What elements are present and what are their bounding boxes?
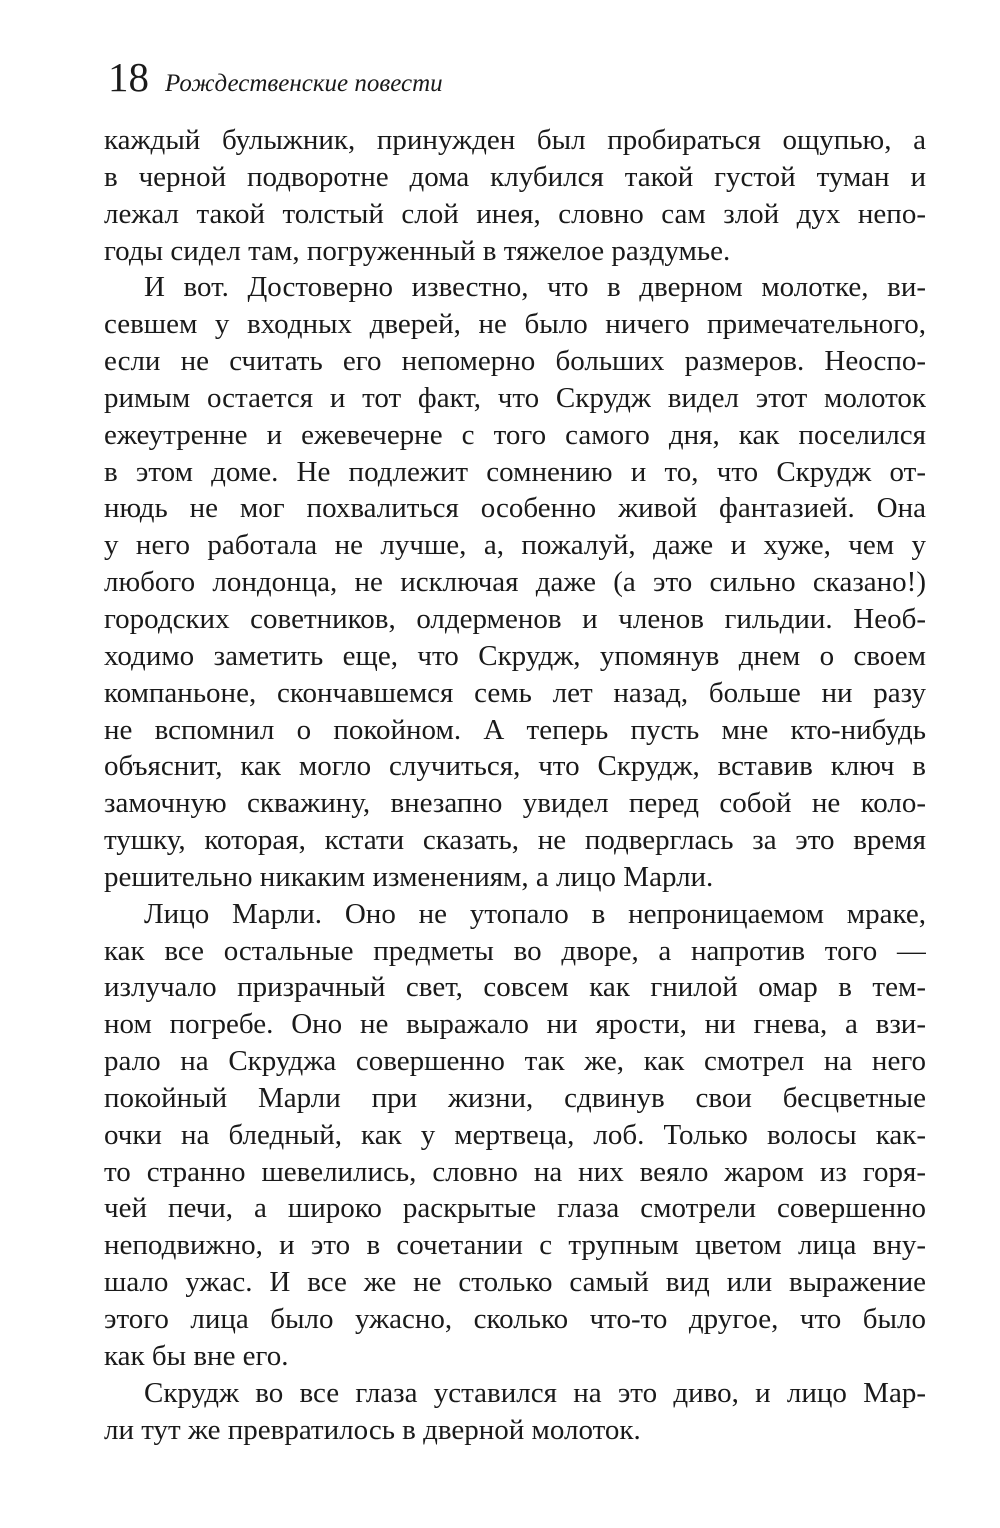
paragraph-4 xyxy=(104,1375,926,1449)
text-line: Скрудж во все глаза уставился на это диво, и лицо Мар- xyxy=(144,1376,926,1409)
text-line: городских советников, олдерменов и членов гильдии. Необ- xyxy=(104,602,926,635)
text-line: Лицо Марли. Оно не утопало в непроницаемом мраке, xyxy=(144,897,926,930)
text-line: решительно никаким изменениям, а лицо Марли. xyxy=(104,860,714,893)
text-line: очки на бледный, как у мертвеца, лоб. Только волосы как- xyxy=(104,1118,926,1151)
text-line: любого лондонца, не исключая даже (а это сильно сказано!) xyxy=(104,566,926,599)
paragraph-2 xyxy=(104,269,926,895)
text-line: покойный Марли при жизни, сдвинув свои бесцветные xyxy=(104,1081,926,1114)
text-line: в черной подворотне дома клубился такой густой туман и xyxy=(104,160,926,193)
text-line: годы сидел там, погруженный в тяжелое раздумье. xyxy=(104,234,731,267)
text-line: тушку, которая, кстати сказать, не подверглась за это время xyxy=(104,824,926,857)
body-text xyxy=(104,122,926,1448)
running-head xyxy=(108,52,928,102)
text-line: рало на Скруджа совершенно так же, как смотрел на него xyxy=(104,1045,926,1078)
text-line: неподвижно, и это в сочетании с трупным цветом лица вну- xyxy=(104,1229,926,1262)
paragraph-1 xyxy=(104,122,926,269)
text-line: ли тут же превратилось в дверной молоток. xyxy=(104,1413,641,1446)
text-line: ежеутренне и ежевечерне с того самого дня, как поселился xyxy=(104,418,926,451)
text-line: шало ужас. И все же не столько самый вид или выражение xyxy=(104,1266,926,1299)
text-line: как бы вне его. xyxy=(104,1339,289,1372)
text-line: замочную скважину, внезапно увидел перед собой не коло- xyxy=(104,787,926,820)
text-line: как все остальные предметы во дворе, а напротив того — xyxy=(104,934,926,967)
text-line: чей печи, а широко раскрытые глаза смотрели совершенно xyxy=(104,1192,926,1225)
text-line: у него работала не лучше, а, пожалуй, даже и хуже, чем у xyxy=(104,529,926,562)
text-line: лежал такой толстый слой инея, словно сам злой дух непо- xyxy=(104,197,926,230)
paragraph-3 xyxy=(104,896,926,1375)
text-line: не вспомнил о покойном. А теперь пусть мне кто-нибудь xyxy=(104,713,926,746)
text-line: компаньоне, скончавшемся семь лет назад, больше ни разу xyxy=(104,676,926,709)
text-line: то странно шевелились, словно на них веяло жаром из горя- xyxy=(104,1155,926,1188)
text-line: римым остается и тот факт, что Скрудж видел этот молоток xyxy=(104,381,926,414)
text-line: если не считать его непомерно больших размеров. Неоспо- xyxy=(104,345,926,378)
text-line: в этом доме. Не подлежит сомнению и то, что Скрудж от- xyxy=(104,455,926,488)
text-line: севшем у входных дверей, не было ничего примечательного, xyxy=(104,308,926,341)
text-line: этого лица было ужасно, сколько что-то другое, что было xyxy=(104,1303,926,1335)
text-line: ном погребе. Оно не выражало ни ярости, ни гнева, а взи- xyxy=(104,1008,926,1041)
page-number: 18 xyxy=(108,54,149,100)
text-line: объяснит, как могло случиться, что Скрудж, вставив ключ в xyxy=(104,750,926,783)
text-line: каждый булыжник, принужден был пробираться ощупью, а xyxy=(104,124,926,156)
text-line: И вот. Достоверно известно, что в дверном молотке, ви- xyxy=(144,271,926,304)
text-line: нюдь не мог похвалиться особенно живой фантазией. Она xyxy=(104,492,926,525)
text-line: ходимо заметить еще, что Скрудж, упомянув днем о своем xyxy=(104,639,926,672)
running-title: Рождественские повести xyxy=(165,70,443,97)
text-line: излучало призрачный свет, совсем как гнилой омар в тем- xyxy=(104,971,926,1004)
